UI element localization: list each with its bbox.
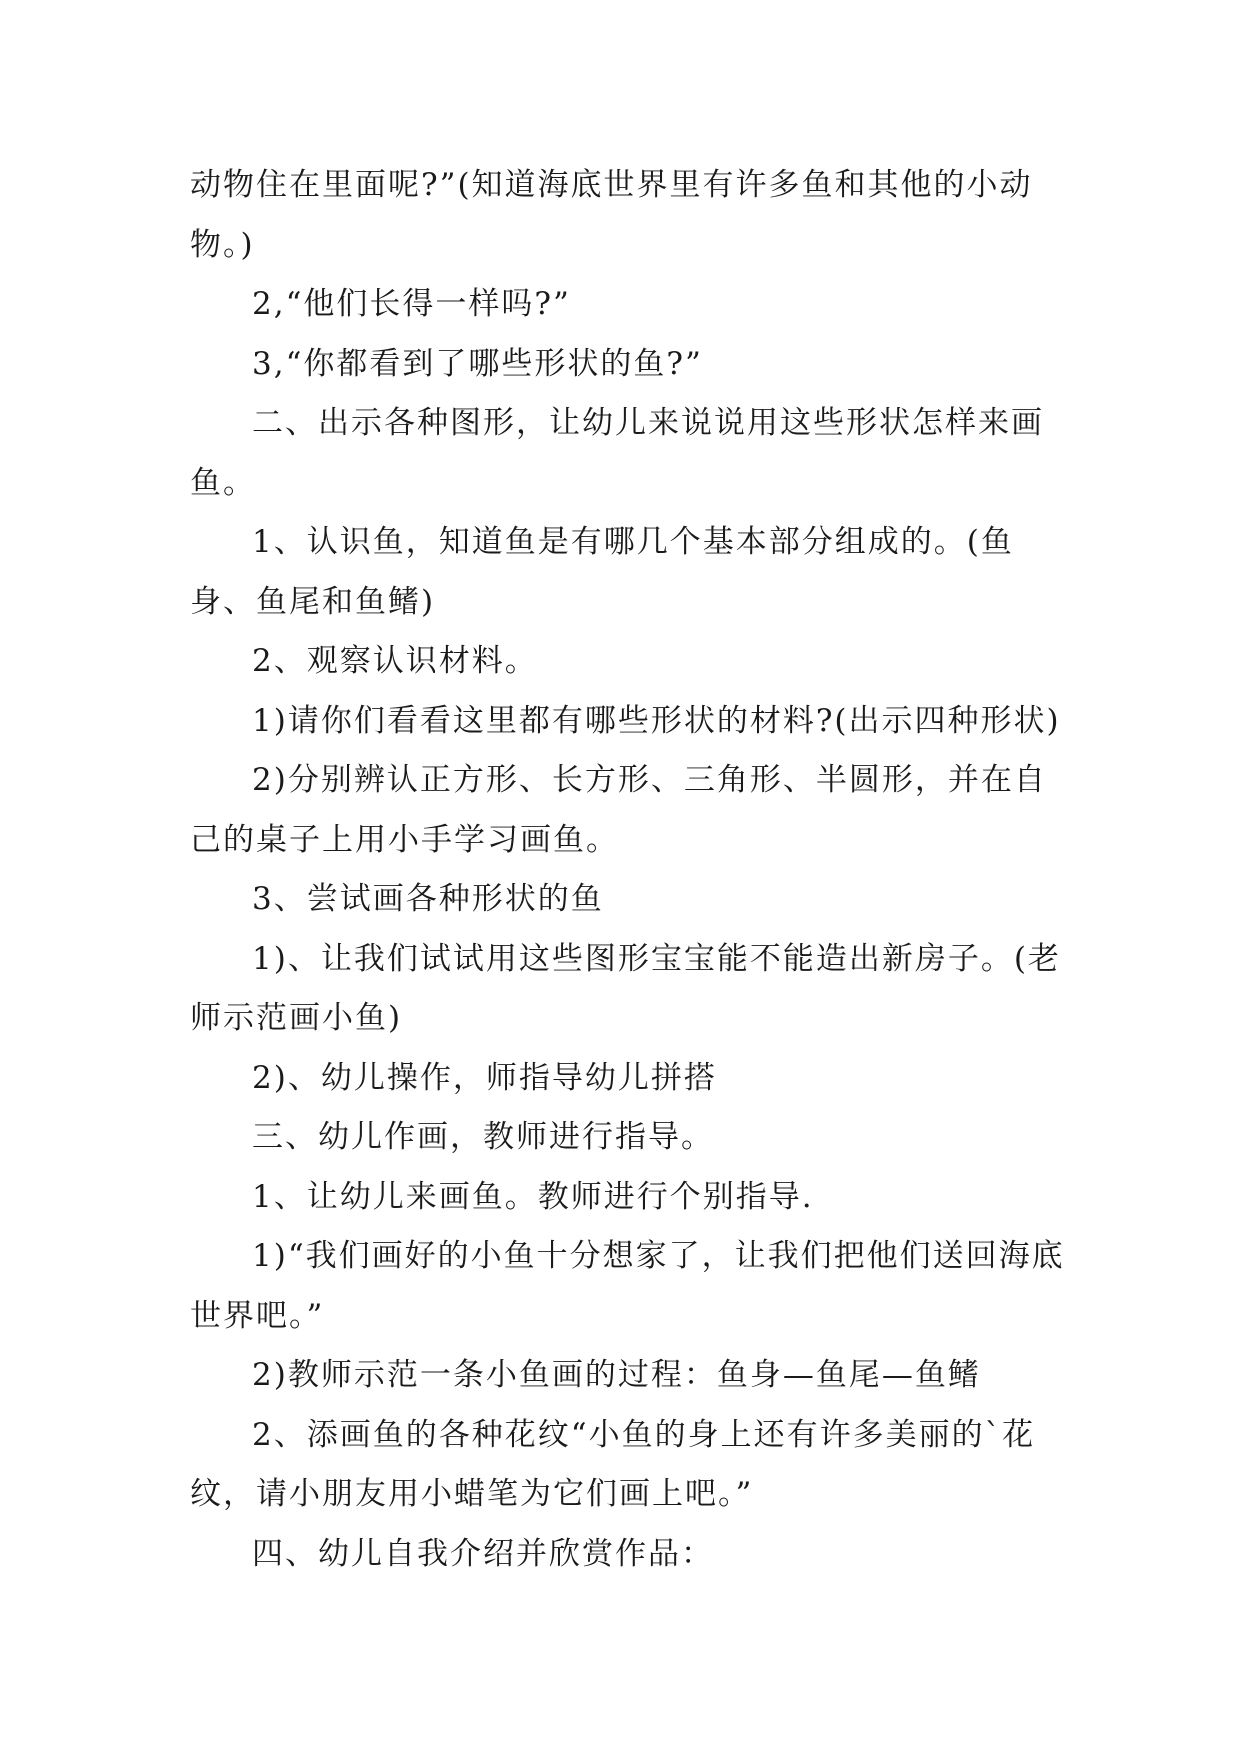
paragraph-question-3: 3,“你都看到了哪些形状的鱼?”	[252, 345, 703, 382]
paragraph-send-home: 1)“我们画好的小鱼十分想家了，让我们把他们送回海底世界吧。”	[190, 1238, 1065, 1334]
paragraph-know-fish: 1、认识鱼，知道鱼是有哪几个基本部分组成的。(鱼身、鱼尾和鱼鳍)	[190, 524, 1014, 620]
paragraph-teacher-demo: 1)、让我们试试用这些图形宝宝能不能造出新房子。(老师示范画小鱼)	[190, 940, 1061, 1036]
paragraph-try-drawing: 3、尝试画各种形状的鱼	[252, 881, 604, 917]
paragraph-child-operate: 2)、幼儿操作，师指导幼儿拼搭	[252, 1059, 717, 1096]
paragraph-draw-fish: 1、让幼儿来画鱼。教师进行个别指导.	[252, 1178, 814, 1215]
section-heading-4: 四、幼儿自我介绍并欣赏作品：	[252, 1535, 714, 1572]
paragraph-shapes-question: 1)请你们看看这里都有哪些形状的材料?(出示四种形状)	[252, 702, 1061, 739]
section-heading-2: 二、出示各种图形，让幼儿来说说用这些形状怎样来画鱼。	[190, 405, 1044, 501]
paragraph-continued-question: 动物住在里面呢?”(知道海底世界里有许多鱼和其他的小动物。)	[190, 167, 1033, 263]
paragraph-observe-materials: 2、观察认识材料。	[252, 643, 538, 679]
paragraph-question-2: 2,“他们长得一样吗?”	[252, 286, 571, 322]
paragraph-add-patterns: 2、添画鱼的各种花纹“小鱼的身上还有许多美丽的`花纹，请小朋友用小蜡笔为它们画上吧。”	[190, 1416, 1036, 1512]
paragraph-drawing-process: 2)教师示范一条小鱼画的过程：鱼身—鱼尾—鱼鳍	[252, 1357, 981, 1393]
paragraph-identify-shapes: 2)分别辨认正方形、长方形、三角形、半圆形，并在自己的桌子上用小手学习画鱼。	[190, 762, 1047, 858]
section-heading-3: 三、幼儿作画，教师进行指导。	[252, 1119, 714, 1155]
document-body	[190, 156, 1070, 1584]
